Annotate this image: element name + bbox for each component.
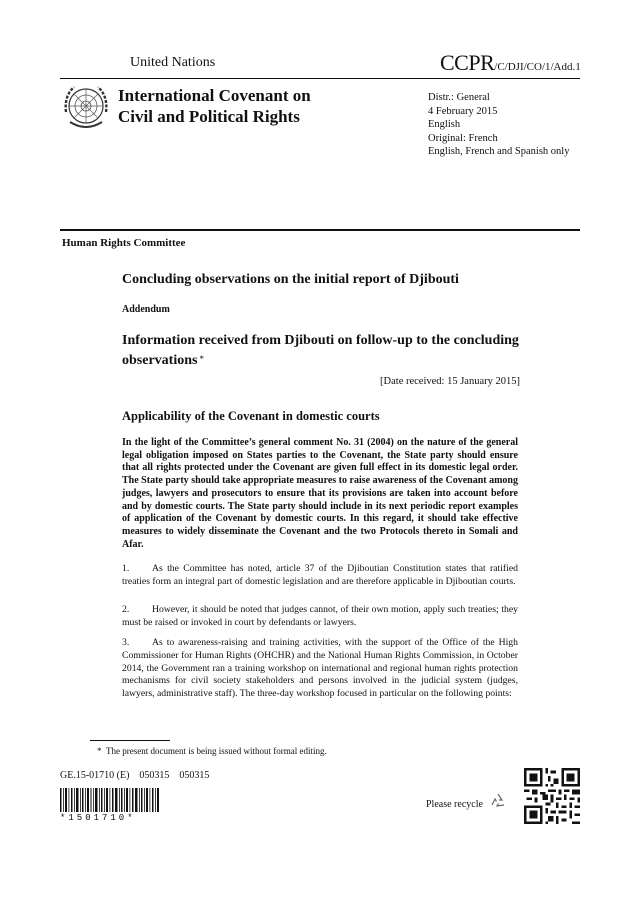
distr-language: English — [428, 119, 461, 131]
date-received: [Date received: 15 January 2015] — [380, 376, 520, 387]
un-emblem-icon — [60, 82, 112, 134]
barcode-number: *1501710* — [60, 813, 136, 823]
qr-code-icon — [524, 768, 580, 824]
barcode-icon — [60, 788, 160, 812]
footnote-marker: * — [97, 746, 102, 756]
committee-recommendation: In the light of the Committee’s general comment No. 31 (2004) on the nature of the general legal obligation imposed on States parties to the Covenant, the State party should ensure that all rights protected under the Covenant are given full effect in its domestic legal order. The State party should take appropriate measures to raise awareness of the Covenant among judges, lawyers and prosecutors to ensure that its provisions are taken into account before and by domestic courts. The State party should include in its next periodic report examples of application of the Covenant by domestic courts. In this regard, it should take effective measures to widely disseminate the Covenant and the two Protocols thereto in Somali and Afar. — [122, 437, 518, 550]
job-number: GE.15-01710 (E) 050315 050315 — [60, 770, 210, 781]
footnote-text: The present document is being issued without formal editing. — [106, 746, 327, 756]
document-title: Concluding observations on the initial report of Djibouti — [122, 272, 459, 287]
distribution-block — [428, 91, 569, 159]
info-title-text: Information received from Djibouti on follow-up to the concluding observations — [122, 333, 519, 368]
covenant-title-line1: International Covenant on — [118, 86, 311, 105]
covenant-title — [118, 85, 311, 127]
distr-date: 4 February 2015 — [428, 105, 498, 117]
paragraph — [122, 637, 518, 701]
paragraph-text: However, it should be noted that judges cannot, of their own motion, apply such treaties; they must be raised or invoked in court by defendants or lawyers. — [122, 604, 518, 628]
section-heading: Applicability of the Covenant in domestic courts — [122, 409, 380, 423]
info-title — [122, 332, 522, 370]
symbol-main: CCPR — [440, 50, 495, 75]
covenant-title-line2: Civil and Political Rights — [118, 107, 300, 126]
recycle-label: Please recycle — [426, 799, 483, 810]
distr-line: Distr.: General — [428, 92, 490, 103]
distr-original: Original: French — [428, 132, 498, 144]
paragraph-text: As to awareness-raising and training activities, with the support of the Office of the High Commissioner for Human Rights (OHCHR) and the National Human Rights Commission, in October 2014, the Government ran a training workshop on international and regional human rights protection mechanisms for civil society stakeholders and persons involved in the judicial system (judges, lawyers, administrative staff). The three-day workshop focused in particular on the following points: — [122, 637, 518, 700]
document-symbol — [440, 50, 581, 76]
distr-languages: English, French and Spanish only — [428, 146, 570, 158]
paragraph-number: 1. — [122, 563, 130, 574]
paragraph-text: As the Committee has noted, article 37 of the Djiboutian Constitution states that ratified treaties form an integral part of domestic legislation and are therefore applicable in Djiboutian courts. — [122, 563, 518, 587]
organization-name: United Nations — [130, 55, 216, 70]
paragraph-number: 2. — [122, 604, 130, 615]
recycle-icon — [488, 791, 508, 811]
footnote-marker: * — [199, 354, 204, 364]
committee-name: Human Rights Committee — [62, 237, 186, 249]
header-divider — [60, 78, 580, 79]
paragraph-number: 3. — [122, 637, 130, 648]
section-divider — [60, 229, 580, 231]
symbol-suffix: /C/DJI/CO/1/Add.1 — [494, 61, 581, 73]
footnote-divider — [90, 740, 170, 741]
footnote — [97, 746, 327, 756]
paragraph — [122, 563, 518, 589]
paragraph — [122, 604, 518, 630]
addendum-label: Addendum — [122, 304, 170, 315]
